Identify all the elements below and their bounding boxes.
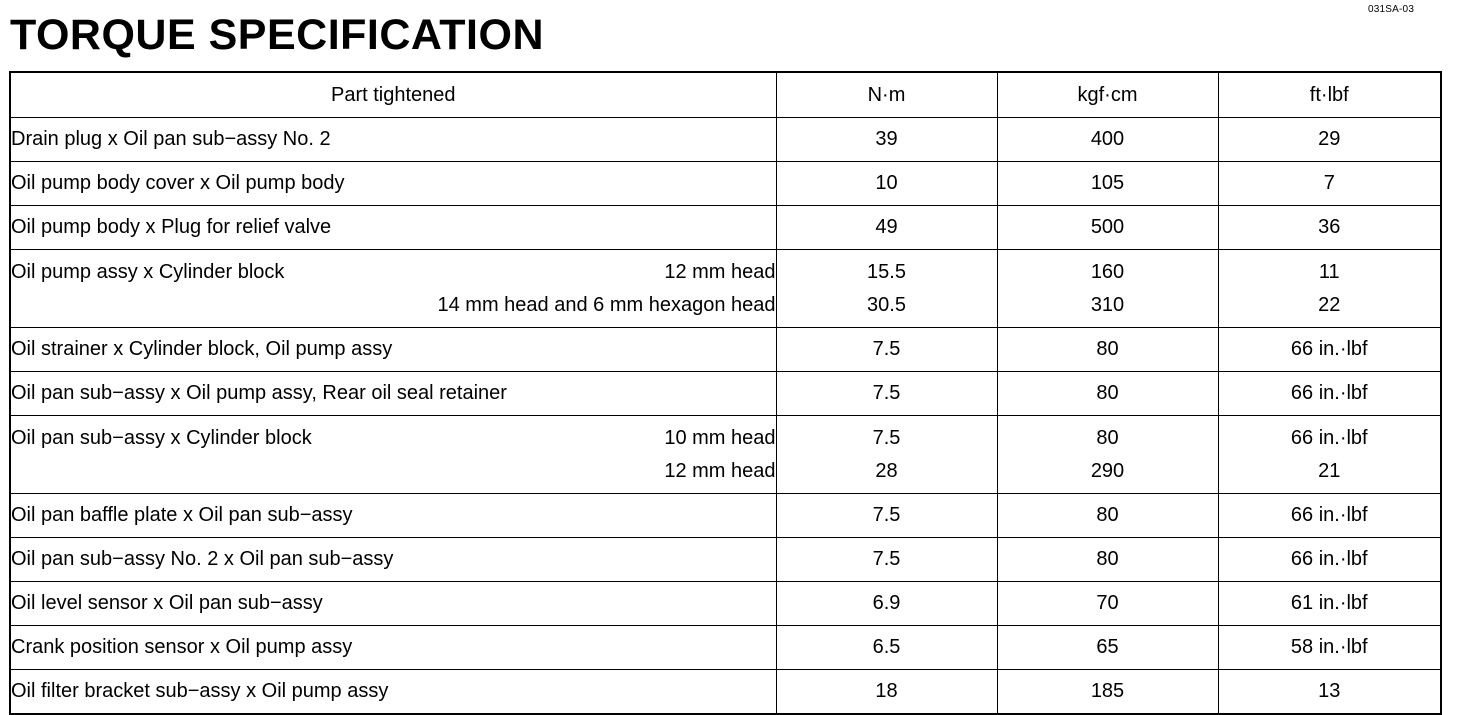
ft-cell (1218, 328, 1441, 372)
ft-value: 66 in.·lbf (1290, 382, 1368, 404)
nm-value: 39 (875, 128, 898, 150)
part-cell (10, 416, 776, 494)
ft-cell (1218, 162, 1441, 206)
kgf-cell (997, 162, 1218, 206)
ft-value: 66 in.·lbf (1290, 548, 1368, 570)
table-row (10, 118, 1441, 162)
ft-value: 61 in.·lbf (1290, 592, 1368, 614)
table-row (10, 372, 1441, 416)
part-name: Oil pan baffle plate x Oil pan sub−assy (11, 504, 353, 526)
part-sub-spec: 12 mm head (664, 261, 776, 283)
torque-spec-table (9, 71, 1442, 715)
header-ft-lbf: ft·lbf (1218, 72, 1441, 118)
page-title: TORQUE SPECIFICATION (10, 11, 544, 59)
nm-cell (776, 206, 997, 250)
nm-value: 49 (875, 216, 898, 238)
part-sub-spec: 12 mm head (664, 460, 776, 482)
kgf-cell (997, 582, 1218, 626)
nm-cell (776, 416, 997, 494)
kgf-cell (997, 626, 1218, 670)
nm-cell (776, 670, 997, 715)
part-cell (10, 250, 776, 328)
kgf-cell (997, 416, 1218, 494)
ft-cell (1218, 494, 1441, 538)
kgf-cell (997, 372, 1218, 416)
kgf-value: 160 (1090, 261, 1125, 283)
part-cell (10, 582, 776, 626)
ft-cell (1218, 538, 1441, 582)
part-name: Oil pump body cover x Oil pump body (11, 172, 345, 194)
part-cell (10, 538, 776, 582)
ft-cell (1218, 206, 1441, 250)
nm-value: 6.9 (872, 592, 901, 614)
nm-value: 7.5 (872, 504, 901, 526)
kgf-value: 500 (1090, 216, 1125, 238)
table-row (10, 494, 1441, 538)
part-name: Oil level sensor x Oil pan sub−assy (11, 592, 323, 614)
part-name: Oil strainer x Cylinder block, Oil pump assy (11, 338, 393, 360)
table-header-row (10, 72, 1441, 118)
part-cell (10, 206, 776, 250)
part-cell (10, 670, 776, 715)
nm-value: 7.5 (872, 427, 901, 449)
ft-cell (1218, 670, 1441, 715)
part-name: Oil pan sub−assy No. 2 x Oil pan sub−assy (11, 548, 394, 570)
nm-value: 18 (875, 680, 898, 702)
kgf-value: 185 (1090, 680, 1125, 702)
nm-cell (776, 626, 997, 670)
table-row (10, 538, 1441, 582)
part-cell (10, 494, 776, 538)
kgf-value: 105 (1090, 172, 1125, 194)
table-row (10, 250, 1441, 328)
nm-cell (776, 372, 997, 416)
part-cell (10, 162, 776, 206)
kgf-value: 65 (1096, 636, 1119, 658)
nm-value: 6.5 (872, 636, 901, 658)
kgf-value: 70 (1096, 592, 1119, 614)
table-row (10, 416, 1441, 494)
nm-cell (776, 328, 997, 372)
document-code: 031SA-03 (1368, 4, 1415, 15)
part-name: Oil pump body x Plug for relief valve (11, 216, 332, 238)
nm-cell (776, 118, 997, 162)
kgf-value: 80 (1096, 338, 1119, 360)
part-name: Oil pan sub−assy x Cylinder block (11, 427, 312, 449)
ft-value: 13 (1318, 680, 1341, 702)
header-part-tightened: Part tightened (10, 72, 776, 118)
nm-value: 30.5 (867, 294, 906, 316)
kgf-cell (997, 328, 1218, 372)
part-cell (10, 118, 776, 162)
ft-cell (1218, 582, 1441, 626)
kgf-value: 80 (1096, 427, 1119, 449)
table-row (10, 328, 1441, 372)
nm-value: 7.5 (872, 338, 901, 360)
table-row (10, 162, 1441, 206)
nm-value: 7.5 (872, 548, 901, 570)
nm-value: 7.5 (872, 382, 901, 404)
table-row (10, 626, 1441, 670)
ft-cell (1218, 250, 1441, 328)
kgf-value: 400 (1090, 128, 1125, 150)
ft-value: 21 (1318, 460, 1341, 482)
ft-value: 36 (1318, 216, 1341, 238)
kgf-value: 310 (1090, 294, 1125, 316)
part-name: Oil pan sub−assy x Oil pump assy, Rear oil seal retainer (11, 382, 507, 404)
table-row (10, 206, 1441, 250)
nm-cell (776, 162, 997, 206)
ft-value: 7 (1323, 172, 1335, 194)
nm-value: 28 (875, 460, 898, 482)
kgf-value: 290 (1090, 460, 1125, 482)
header-newton-meter: N·m (776, 72, 997, 118)
nm-value: 15.5 (867, 261, 906, 283)
part-name: Crank position sensor x Oil pump assy (11, 636, 353, 658)
nm-cell (776, 250, 997, 328)
nm-cell (776, 582, 997, 626)
ft-cell (1218, 372, 1441, 416)
kgf-cell (997, 118, 1218, 162)
ft-value: 66 in.·lbf (1290, 504, 1368, 526)
kgf-cell (997, 538, 1218, 582)
ft-value: 11 (1318, 261, 1340, 283)
part-cell (10, 328, 776, 372)
part-cell (10, 372, 776, 416)
kgf-value: 80 (1096, 382, 1119, 404)
nm-cell (776, 538, 997, 582)
table-row (10, 670, 1441, 715)
header-kgf-cm: kgf·cm (997, 72, 1218, 118)
kgf-value: 80 (1096, 504, 1119, 526)
nm-cell (776, 494, 997, 538)
table-row (10, 582, 1441, 626)
kgf-cell (997, 494, 1218, 538)
ft-value: 22 (1318, 294, 1341, 316)
kgf-cell (997, 250, 1218, 328)
part-sub-spec: 10 mm head (664, 427, 776, 449)
ft-cell (1218, 626, 1441, 670)
part-name: Oil pump assy x Cylinder block (11, 261, 285, 283)
part-cell (10, 626, 776, 670)
ft-value: 66 in.·lbf (1290, 338, 1368, 360)
part-name: Drain plug x Oil pan sub−assy No. 2 (11, 128, 331, 150)
kgf-cell (997, 206, 1218, 250)
ft-value: 66 in.·lbf (1290, 427, 1368, 449)
nm-value: 10 (875, 172, 898, 194)
part-sub-spec: 14 mm head and 6 mm hexagon head (437, 294, 776, 316)
ft-cell (1218, 118, 1441, 162)
ft-value: 29 (1318, 128, 1341, 150)
ft-value: 58 in.·lbf (1290, 636, 1368, 658)
kgf-cell (997, 670, 1218, 715)
part-name: Oil filter bracket sub−assy x Oil pump assy (11, 680, 389, 702)
ft-cell (1218, 416, 1441, 494)
kgf-value: 80 (1096, 548, 1119, 570)
